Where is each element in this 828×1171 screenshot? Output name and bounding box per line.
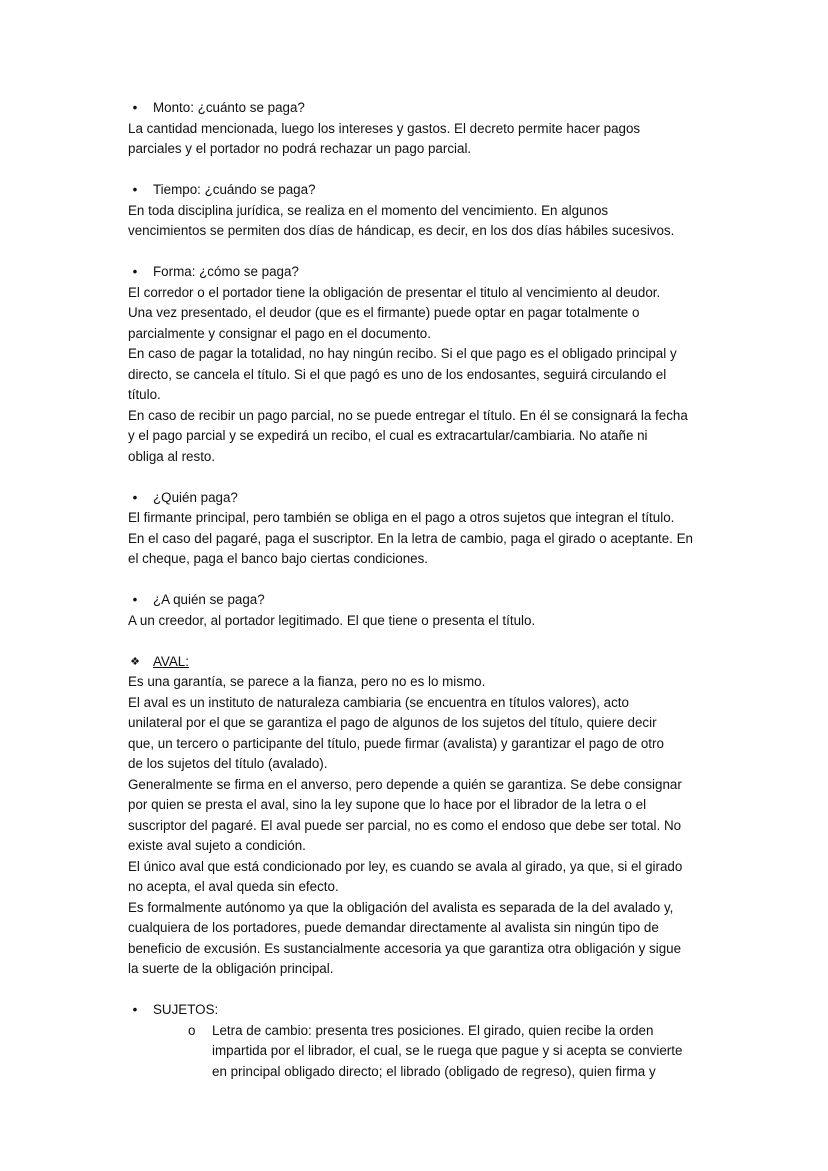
- paragraph-line: El corredor o el portador tiene la obligación de presentar el titulo al vencimiento al deudor.: [128, 284, 661, 300]
- paragraph-line: Es una garantía, se parece a la fianza, pero no es lo mismo.: [128, 674, 486, 689]
- bullet-text: SUJETOS:: [153, 1002, 219, 1017]
- sub-bullet-line: en principal obligado directo; el librado (obligado de regreso), quien firma y: [212, 1063, 656, 1079]
- paragraph-line: de los sujetos del título (avalado).: [128, 756, 328, 771]
- paragraph-line: título.: [128, 387, 161, 402]
- bullet-sujetos: [128, 1000, 718, 1021]
- diamond-bullet-icon: ❖: [130, 655, 140, 668]
- paragraph-line: que, un tercero o participante del título, puede firmar (avalista) y garantizar el pago de otro: [128, 735, 664, 751]
- bullet-text: Forma: ¿cómo se paga?: [153, 264, 299, 279]
- bullet-text: Tiempo: ¿cuándo se paga?: [153, 182, 316, 197]
- paragraph-line: obliga al resto.: [128, 448, 216, 464]
- paragraph-line: El firmante principal, pero también se obliga en el pago a otros sujetos que integran el título.: [128, 510, 675, 525]
- bullet-quien-paga: [128, 488, 718, 509]
- sub-bullet-letra-de-cambio: [128, 1021, 718, 1083]
- paragraph-line: y el pago parcial y se expedirá un recibo, el cual es extracartular/cambiaria. No atañe ni: [128, 428, 648, 443]
- paragraph-line: El único aval que está condicionado por ley, es cuando se avala al girado, ya que, si el girado: [128, 858, 683, 874]
- paragraph-line: A un creedor, al portador legitimado. El que tiene o presenta el título.: [128, 612, 536, 628]
- bullet-tiempo: [128, 180, 718, 201]
- paragraph-line: unilateral por el que se garantiza el pago de algunos de los sujetos del título, quiere decir: [128, 715, 657, 730]
- paragraph-line: parcialmente y consignar el pago en el documento.: [128, 325, 431, 341]
- paragraph-line: no acepta, el aval queda sin efecto.: [128, 879, 339, 894]
- heading-text: AVAL:: [153, 653, 189, 669]
- paragraph-line: vencimientos se permiten dos días de hándicap, es decir, en los dos días hábiles sucesivos.: [128, 223, 675, 238]
- bullet-monto: [128, 98, 718, 119]
- paragraph-line: por quien se presta el aval, sino la ley supone que lo hace por el librador de la letra o el: [128, 797, 647, 812]
- bullet-icon: •: [132, 489, 138, 505]
- paragraph-line: En toda disciplina jurídica, se realiza en el momento del vencimiento. En algunos: [128, 202, 609, 218]
- paragraph-line: Una vez presentado, el deudor (que es el firmante) puede optar en pagar totalmente o: [128, 305, 640, 320]
- paragraph-line: El aval es un instituto de naturaleza cambiaria (se encuentra en títulos valores), acto: [128, 694, 629, 710]
- paragraph-line: En el caso del pagaré, paga el suscriptor. En la letra de cambio, paga el girado o aceptante. En: [128, 530, 694, 546]
- paragraph-line: Es formalmente autónomo ya que la obligación del avalista es separada de la del avalado y,: [128, 899, 674, 915]
- paragraph-line: directo, se cancela el título. Si el que pagó es uno de los endosantes, seguirá circulando el: [128, 366, 667, 382]
- paragraph-line: beneficio de excusión. Es sustancialmente accesoria ya que garantiza otra obligación y sigue: [128, 940, 682, 956]
- bullet-icon: •: [132, 100, 138, 115]
- paragraph-line: cualquiera de los portadores, puede demandar directamente al avalista sin ningún tipo de: [128, 920, 659, 935]
- bullet-a-quien: [128, 590, 718, 611]
- paragraph-line: En caso de pagar la totalidad, no hay ningún recibo. Si el que pago es el obligado principal y: [128, 346, 677, 361]
- paragraph-line: suscriptor del pagaré. El aval puede ser parcial, no es como el endoso que debe ser total. No: [128, 817, 682, 833]
- paragraph-line: La cantidad mencionada, luego los intereses y gastos. El decreto permite hacer pagos: [128, 120, 641, 136]
- bullet-forma: [128, 262, 718, 283]
- bullet-icon: •: [132, 264, 138, 279]
- bullet-text: ¿Quién paga?: [153, 489, 238, 505]
- circle-bullet-icon: o: [188, 1022, 196, 1038]
- document-content: [128, 98, 718, 1082]
- bullet-icon: •: [132, 182, 138, 197]
- paragraph-line: parciales y el portador no podrá rechazar un pago parcial.: [128, 141, 472, 156]
- bullet-text: Monto: ¿cuánto se paga?: [153, 100, 305, 115]
- bullet-icon: •: [132, 592, 138, 607]
- paragraph-line: la suerte de la obligación principal.: [128, 961, 334, 976]
- bullet-text: ¿A quién se paga?: [153, 592, 265, 607]
- paragraph-line: Generalmente se firma en el anverso, pero depende a quién se garantiza. Se debe consignar: [128, 776, 682, 792]
- heading-aval: [128, 652, 718, 673]
- sub-bullet-line: Letra de cambio: presenta tres posiciones. El girado, quien recibe la orden: [212, 1022, 654, 1038]
- paragraph-line: existe aval sujeto a condición.: [128, 838, 306, 853]
- paragraph-line: el cheque, paga el banco bajo ciertas condiciones.: [128, 551, 429, 566]
- sub-bullet-line: impartida por el librador, el cual, se le ruega que pague y si acepta se convierte: [212, 1043, 683, 1058]
- bullet-icon: •: [132, 1002, 138, 1017]
- paragraph-line: En caso de recibir un pago parcial, no se puede entregar el título. En él se consignará la fecha: [128, 407, 688, 423]
